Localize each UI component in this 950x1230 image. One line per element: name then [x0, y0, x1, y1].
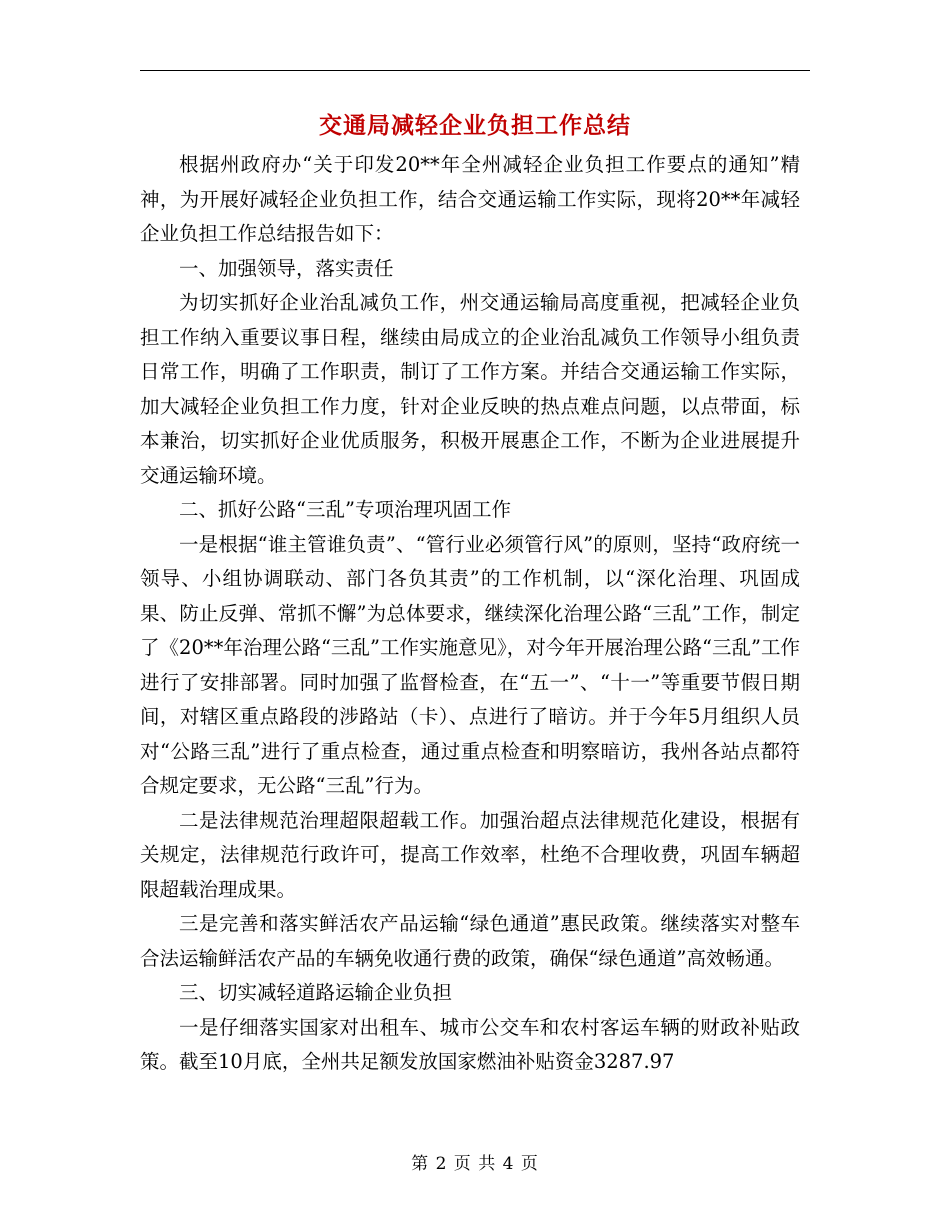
section-3-paragraph-1: 一是仔细落实国家对出租车、城市公交车和农村客运车辆的财政补贴政策。截至10月底，全州共足额发放国家燃油补贴资金3287.97: [140, 1015, 800, 1073]
document-body: [140, 148, 800, 1080]
section-2-paragraph-2: 二是法律规范治理超限超载工作。加强治超点法律规范化建设，根据有关规定，法律规范行政许可，提高工作效率，杜绝不合理收费，巩固车辆超限超载治理成果。: [140, 808, 800, 901]
section-heading-2: 二、抓好公路“三乱”专项治理巩固工作: [179, 498, 511, 521]
section-heading-3: 三、切实减轻道路运输企业负担: [179, 981, 453, 1004]
intro-paragraph: 根据州政府办“关于印发20**年全州减轻企业负担工作要点的通知”精神，为开展好减轻企业负担工作，结合交通运输工作实际，现将20**年减轻企业负担工作总结报告如下：: [140, 153, 800, 245]
section-2-paragraph-1: 一是根据“谁主管谁负责”、“管行业必须管行风”的原则，坚持“政府统一领导、小组协调联动、部门各负其责”的工作机制，以“深化治理、巩固成果、防止反弹、常抓不懈”为总体要求，继续深化治理公路“三乱”工作，制定了《20**年治理公路“三乱”工作实施意见》，对今年开展治理公路“三乱”工作进行了安排部署。同时加强了监督检查，在“五一”、“十一”等重要节假日期间，对辖区重点路段的涉路站（卡）、点进行了暗访。并于今年5月组织人员对“公路三乱”进行了重点检查，通过重点检查和明察暗访，我州各站点都符合规定要求，无公路“三乱”行为。: [140, 532, 800, 797]
page-number: 第 2 页 共 4 页: [411, 1154, 539, 1174]
header-rule: [140, 70, 810, 71]
section-1-paragraph: 为切实抓好企业治乱减负工作，州交通运输局高度重视，把减轻企业负担工作纳入重要议事日程，继续由局成立的企业治乱减负工作领导小组负责日常工作，明确了工作职责，制订了工作方案。并结合交通运输工作实际，加大减轻企业负担工作力度，针对企业反映的热点难点问题，以点带面，标本兼治，切实抓好企业优质服务，积极开展惠企工作，不断为企业进展提升交通运输环境。: [140, 291, 800, 487]
section-2-paragraph-3: 三是完善和落实鲜活农产品运输“绿色通道”惠民政策。继续落实对整车合法运输鲜活农产品的车辆免收通行费的政策，确保“绿色通道”高效畅通。: [140, 912, 800, 970]
document-title: 交通局减轻企业负担工作总结: [319, 112, 631, 139]
section-heading-1: 一、加强领导，落实责任: [179, 256, 394, 280]
